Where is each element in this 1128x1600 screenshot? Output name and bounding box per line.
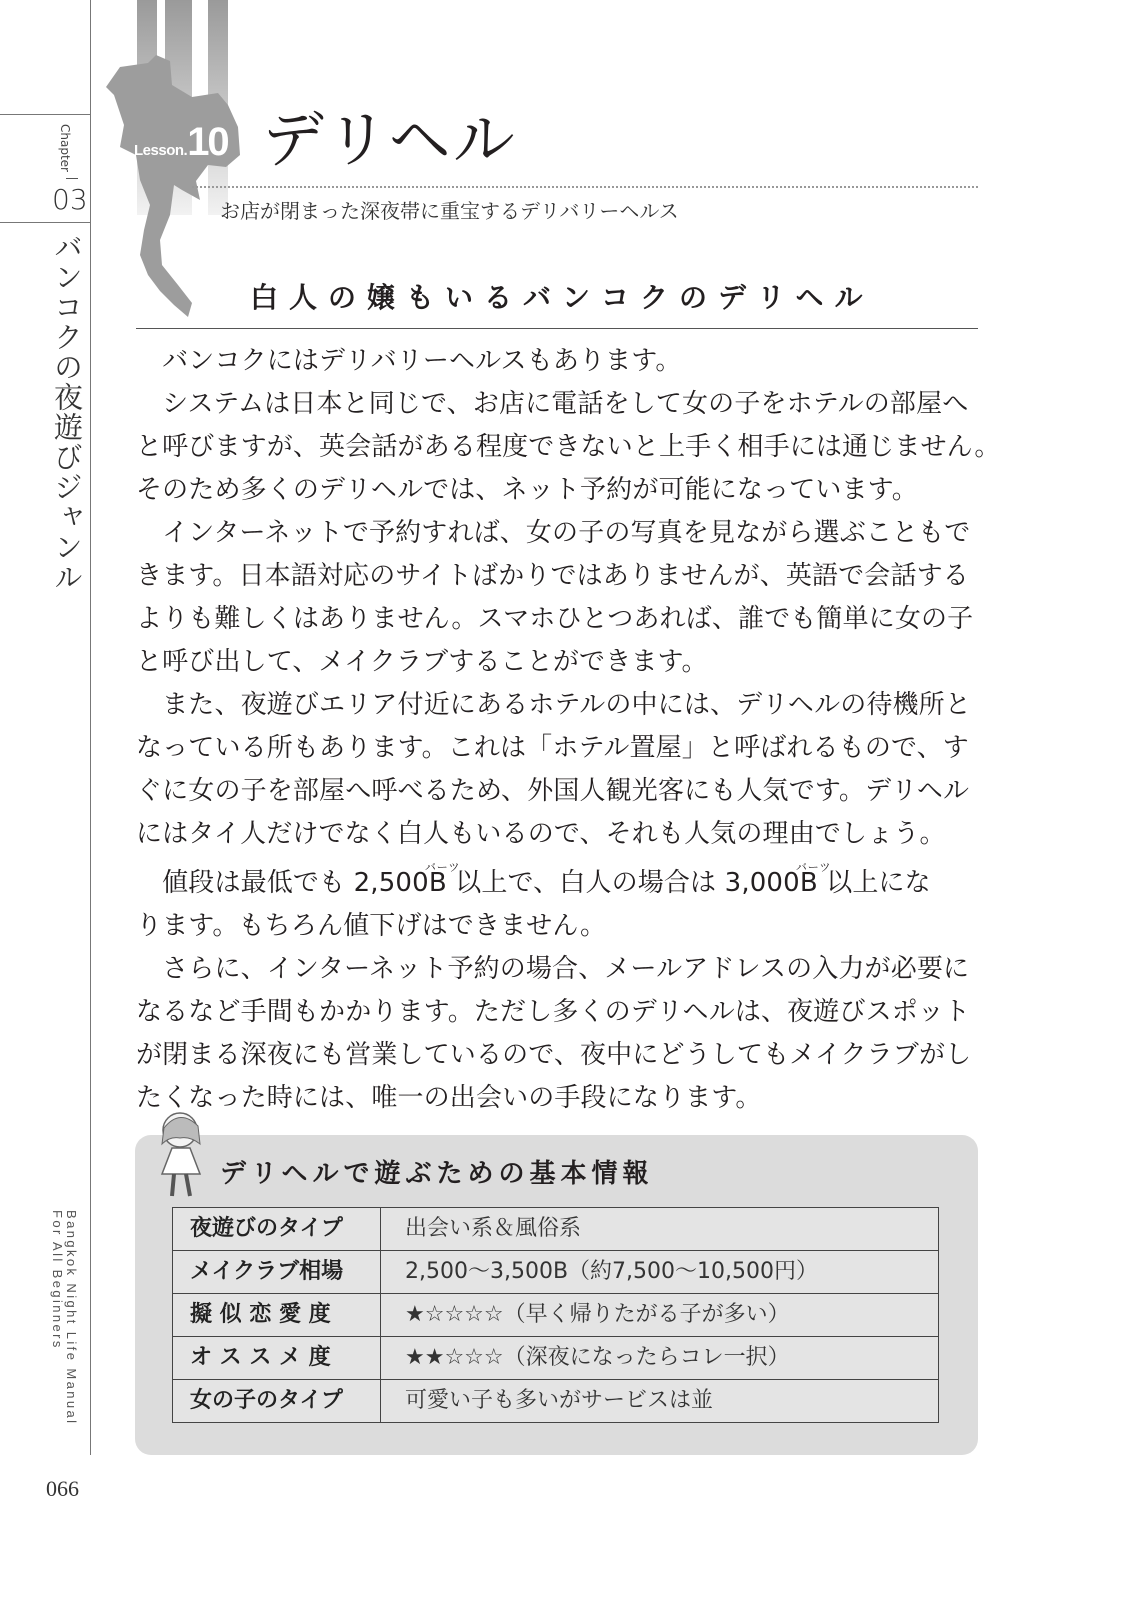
sidebar-rule-top [0,114,90,115]
body-line: なっている所もあります。これは「ホテル置屋」と呼ばれるもので、す [136,733,969,763]
row-value: 出会い系＆風俗系 [381,1208,939,1251]
body-line: きます。日本語対応のサイトばかりではありませんが、英語で会話する [136,561,969,591]
info-table [172,1207,939,1423]
row-label: オ ス ス メ 度 [173,1337,381,1380]
price-text: 以上で、白人の場合は 3,000 [446,868,800,898]
body-line: また、夜遊びエリア付近にあるホテルの中には、デリヘルの待機所と [136,690,971,720]
body-line: よりも難しくはありません。スマホひとつあれば、誰でも簡単に女の子 [136,604,974,634]
ruby-text: バーツ [424,861,461,874]
section-rule [136,328,978,329]
sidebar-rule-bottom [0,222,90,223]
ruby-text: バーツ [795,861,832,874]
body-text [136,340,1001,1120]
lesson-badge [134,120,228,173]
girl-illustration-icon [150,1108,212,1200]
body-line: にはタイ人だけでなく白人もいるので、それも人気の理由でしょう。 [136,819,946,849]
body-line: ります。もちろん値下げはできません。 [136,911,607,941]
book-title [50,1210,78,1425]
table-row [173,1380,939,1423]
chapter-tick [66,178,78,179]
title-dotted-rule [192,186,978,188]
body-line: インターネットで予約すれば、女の子の写真を見ながら選ぶこともで [136,518,971,548]
body-line: と呼びますが、英会話がある程度できないと上手く相手には通じません。 [136,432,1001,462]
book-title-line2: For All Beginners [50,1210,65,1350]
chapter-label: Chapter [58,124,72,172]
info-box-heading: デリヘルで遊ぶための基本情報 [220,1159,654,1189]
row-label: メイクラブ相場 [173,1251,381,1294]
chapter-title: バンコクの夜遊びジャンル [50,232,84,592]
row-value: ★☆☆☆☆（早く帰りたがる子が多い） [381,1294,939,1337]
book-title-line1: Bangkok Night Life Manual [64,1210,79,1426]
currency: B [428,868,447,898]
body-line: バンコクにはデリバリーヘルスもあります。 [136,346,682,376]
table-row [173,1337,939,1380]
lesson-number: 10 [187,120,228,164]
body-line: さらに、インターネット予約の場合、メールアドレスの入力が必要に [136,954,970,984]
body-line: システムは日本と同じで、お店に電話をして女の子をホテルの部屋へ [136,389,969,419]
currency-ruby [795,861,832,905]
page-title: デリヘル [262,103,517,176]
body-line: が閉まる深夜にも営業しているので、夜中にどうしてもメイクラブがし [136,1040,972,1070]
lesson-label: Lesson. [134,142,188,159]
body-line: ぐに女の子を部屋へ呼べるため、外国人観光客にも人気です。デリヘル [136,776,970,806]
row-value: ★★☆☆☆（深夜になったらコレ一択） [381,1337,939,1380]
sidebar-divider [90,0,91,1455]
table-row [173,1294,939,1337]
chapter-number: 03 [52,183,88,216]
currency-ruby [424,861,461,905]
page-subtitle: お店が閉まった深夜帯に重宝するデリバリーヘルス [220,199,679,223]
page-number: 066 [46,1476,79,1501]
row-value: 可愛い子も多いがサービスは並 [381,1380,939,1423]
row-label: 擬 似 恋 愛 度 [173,1294,381,1337]
body-line: たくなった時には、唯一の出会いの手段になります。 [136,1083,762,1113]
body-line: そのため多くのデリヘルでは、ネット予約が可能になっています。 [136,475,918,505]
row-value: 2,500〜3,500B（約7,500〜10,500円） [381,1251,939,1294]
thailand-map-icon [100,55,260,325]
price-text: 以上にな [817,868,931,898]
currency: B [799,868,818,898]
table-row [173,1208,939,1251]
table-row [173,1251,939,1294]
section-heading: 白人の嬢もいるバンコクのデリヘル [250,281,874,314]
row-label: 女の子のタイプ [173,1380,381,1423]
body-line-price [136,856,996,905]
row-label: 夜遊びのタイプ [173,1208,381,1251]
price-text: 値段は最低でも 2,500 [136,868,429,898]
body-line: と呼び出して、メイクラブすることができます。 [136,647,708,677]
body-line: なるなど手間もかかります。ただし多くのデリヘルは、夜遊びスポット [136,997,971,1027]
